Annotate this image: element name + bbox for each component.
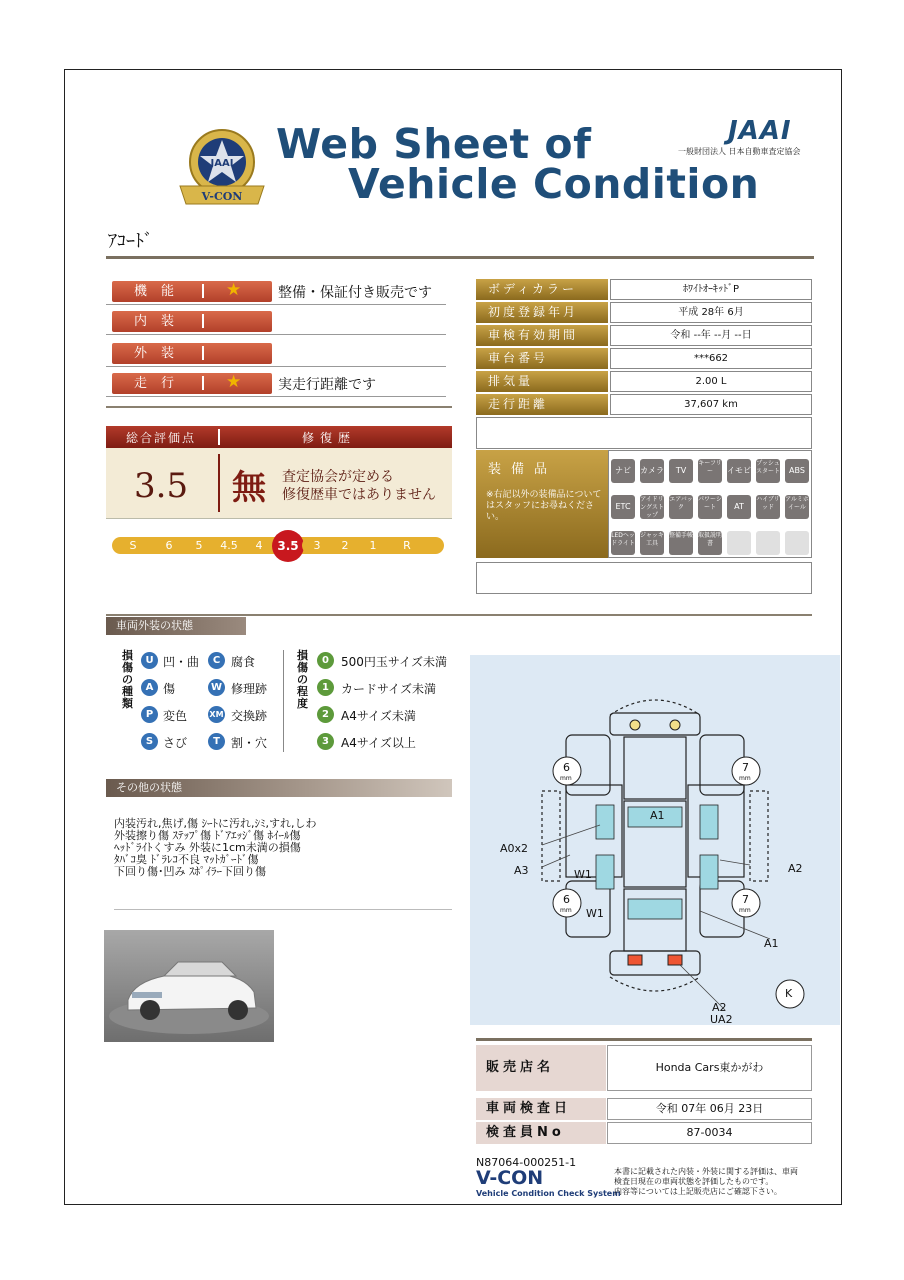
disclaimer-line: 検査日現在の車両状態を評価したものです。 — [614, 1177, 774, 1186]
info-label: 車台番号 — [476, 348, 608, 369]
badge-ribbon: V-CON — [201, 190, 243, 203]
damage-code-badge: U — [141, 652, 158, 669]
equip-item: 取扱説明書 — [698, 531, 722, 555]
other-section-header: その他の状態 — [106, 779, 452, 797]
condition-separator — [202, 314, 204, 328]
info-label: 排気量 — [476, 371, 608, 392]
equip-empty-slot — [785, 531, 809, 555]
info-row-color — [476, 279, 812, 300]
tire-tread-value: 6 — [563, 761, 570, 774]
tire-unit: mm — [560, 907, 572, 914]
condition-label: 機能 — [112, 281, 272, 302]
equipment-blank-box — [476, 562, 812, 594]
section-divider — [106, 614, 812, 616]
degree-label: A4サイズ以上 — [341, 736, 416, 750]
degree-code-badge: 0 — [317, 652, 334, 669]
damage-type-label: 凹・曲 — [163, 655, 200, 669]
diagram-label: UA2 — [710, 1013, 733, 1026]
equip-item: ABS — [785, 459, 809, 483]
condition-separator — [202, 376, 204, 390]
equip-item: カメラ — [640, 459, 664, 483]
degree-code-badge: 1 — [317, 679, 334, 696]
info-label: 車検有効期間 — [476, 325, 608, 346]
info-label: ボディカラー — [476, 279, 608, 300]
damage-code-badge: XM — [208, 706, 225, 723]
diagram-label: A1 — [650, 809, 665, 822]
legend-divider — [283, 650, 284, 752]
equip-item: プッシュスタート — [756, 459, 780, 483]
info-value: 平成 28年 6月 — [610, 302, 812, 323]
tire-unit: mm — [739, 907, 751, 914]
info-value: 令和 --年 --月 --日 — [610, 325, 812, 346]
vcon-badge-logo — [176, 124, 272, 208]
repair-text-1: 査定協会が定める — [282, 469, 394, 485]
badge-text: JAAI — [210, 158, 234, 169]
repair-label: 修復歴 — [302, 431, 357, 445]
condition-label: 内装 — [112, 311, 272, 332]
equip-item: パワーシート — [698, 495, 722, 519]
condition-label: 走行 — [112, 373, 272, 394]
condition-row-exterior — [106, 342, 446, 367]
shop-name-value: Honda Cars東かがわ — [607, 1045, 812, 1091]
car-outline-diagram — [470, 655, 840, 1025]
vehicle-name: ｱｺｰﾄﾞ — [108, 231, 153, 252]
sheet-code: N87064-000251-1 — [476, 1156, 577, 1169]
disclaimer-line: 内容等については上記販売店にご確認下さい。 — [614, 1187, 782, 1196]
damage-type-label: 交換跡 — [231, 709, 268, 723]
equip-item: TV — [669, 459, 693, 483]
inspection-date-label: 車両検査日 — [476, 1098, 606, 1120]
damage-degree-heading: 損傷の程度 — [297, 649, 308, 710]
damage-type-heading: 損傷の種類 — [122, 649, 133, 710]
damage-code-badge: T — [208, 733, 225, 750]
info-row-first-registration — [476, 302, 812, 323]
damage-type-label: 修理跡 — [231, 682, 268, 696]
equip-item: イモビ — [727, 459, 751, 483]
info-value: 37,607 km — [610, 394, 812, 415]
equip-item: キーフリー — [698, 459, 722, 483]
equip-item: ジャッキ工具 — [640, 531, 664, 555]
damage-type-label: さび — [163, 736, 188, 750]
damage-type-label: 割・穴 — [231, 736, 268, 750]
info-label: 走行距離 — [476, 394, 608, 415]
condition-separator — [202, 284, 204, 298]
remark-line: 外装擦り傷 ｽﾃｯﾌﾟ傷 ﾄﾞｱｴｯｼﾞ傷 ﾎｲｰﾙ傷 — [114, 829, 301, 842]
degree-label: 500円玉サイズ未満 — [341, 655, 447, 669]
equip-empty-slot — [756, 531, 780, 555]
degree-code-badge: 3 — [317, 733, 334, 750]
degree-label: A4サイズ未満 — [341, 709, 416, 723]
score-value: 3.5 — [134, 466, 189, 506]
equipment-heading: 装備品 — [488, 462, 558, 477]
grade-pill: S — [118, 537, 148, 554]
inspector-value: 87-0034 — [607, 1122, 812, 1144]
condition-text: 整備・保証付き販売です — [278, 285, 432, 301]
title-line-2: Vehicle Condition — [348, 160, 760, 208]
tire-tread-value: 7 — [742, 893, 749, 906]
equipment-grid — [608, 450, 812, 558]
remark-line: ﾀﾊﾞｺ臭 ﾄﾞﾗﾚｺ不良 ﾏｯﾄｶﾞｰﾄﾞ傷 — [114, 853, 259, 866]
inspection-date-value: 令和 07年 06月 23日 — [607, 1098, 812, 1120]
degree-code-badge: 2 — [317, 706, 334, 723]
title-line-1: Web Sheet of — [276, 120, 592, 168]
score-label: 総合評価点 — [126, 431, 197, 445]
grade-pill: R — [392, 537, 422, 554]
vehicle-photo — [104, 930, 274, 1042]
remark-divider — [114, 909, 452, 910]
diagram-label: W1 — [574, 868, 592, 881]
damage-code-badge: P — [141, 706, 158, 723]
info-row-mileage — [476, 394, 812, 415]
remark-line: ﾍｯﾄﾞﾗｲﾄくすみ 外装に1cm未満の損傷 — [114, 841, 301, 854]
damage-type-label: 腐食 — [231, 655, 256, 669]
remark-line: 内装汚れ,焦げ,傷 ｼｰﾄに汚れ,ｼﾐ,すれ,しわ — [114, 817, 317, 830]
condition-row-mileage — [106, 372, 446, 397]
score-body-separator — [218, 454, 220, 512]
score-body — [106, 448, 452, 519]
info-label: 初度登録年月 — [476, 302, 608, 323]
damage-code-badge: W — [208, 679, 225, 696]
org-name: 一般財団法人 日本自動車査定協会 — [678, 147, 801, 156]
grade-pill: 1 — [358, 537, 388, 554]
condition-divider — [106, 406, 452, 408]
header-divider — [106, 256, 814, 259]
equip-item: ETC — [611, 495, 635, 519]
grade-pill: 2 — [330, 537, 360, 554]
inspector-label: 検査員No — [476, 1122, 606, 1144]
exterior-section-header: 車両外装の状態 — [106, 617, 246, 635]
equip-item: ハイブリッド — [756, 495, 780, 519]
diagram-label: A1 — [764, 937, 779, 950]
equipment-label-panel — [476, 450, 608, 558]
equip-item: AT — [727, 495, 751, 519]
condition-row-interior — [106, 310, 446, 335]
tire-tread-value: 6 — [563, 893, 570, 906]
info-blank-box — [476, 417, 812, 449]
info-value: ﾎﾜｲﾄｵｰｷｯﾄﾞP — [610, 279, 812, 300]
damage-code-badge: S — [141, 733, 158, 750]
info-row-chassis — [476, 348, 812, 369]
shop-name-label: 販売店名 — [476, 1045, 606, 1091]
info-row-displacement — [476, 371, 812, 392]
grade-pill: 4.5 — [214, 537, 244, 554]
damage-type-label: 傷 — [163, 682, 176, 696]
condition-text: 実走行距離です — [278, 377, 376, 393]
tire-unit: mm — [739, 775, 751, 782]
condition-row-function — [106, 280, 446, 305]
diagram-label: A0x2 — [500, 842, 529, 855]
diagram-label: A3 — [514, 864, 529, 877]
degree-label: カードサイズ未満 — [341, 682, 437, 696]
tire-tread-value: 7 — [742, 761, 749, 774]
shop-divider — [476, 1038, 812, 1041]
equip-item: 整備手帳 — [669, 531, 693, 555]
vcon-brand-sub: Vehicle Condition Check System — [476, 1189, 621, 1198]
tire-unit: mm — [560, 775, 572, 782]
k-mark: K — [785, 987, 793, 1000]
diagram-label: W1 — [586, 907, 604, 920]
remark-line: 下回り傷･凹み ｽﾎﾟｲﾗｰ下回り傷 — [114, 865, 266, 878]
equip-item: アルミホイール — [785, 495, 809, 519]
grade-pill: 4 — [244, 537, 274, 554]
info-value: 2.00 L — [610, 371, 812, 392]
condition-label: 外装 — [112, 343, 272, 364]
info-row-inspection-valid — [476, 325, 812, 346]
equip-item: アイドリングストップ — [640, 496, 664, 519]
repair-mark: 無 — [232, 468, 266, 508]
repair-text-2: 修復歴車ではありません — [282, 487, 436, 503]
damage-code-badge: A — [141, 679, 158, 696]
equip-item: ナビ — [611, 459, 635, 483]
grade-pill: 6 — [154, 537, 184, 554]
grade-pill: 3 — [302, 537, 332, 554]
diagram-label: A2 — [788, 862, 803, 875]
score-header — [106, 426, 452, 448]
disclaimer-line: 本書に記載された内装・外装に関する評価は、車両 — [614, 1167, 798, 1176]
condition-separator — [202, 346, 204, 360]
jaai-logo: JAAI — [728, 116, 792, 146]
star-icon: ★ — [226, 372, 242, 392]
damage-code-badge: C — [208, 652, 225, 669]
damage-diagram — [470, 655, 840, 1025]
vcon-brand: V-CON — [476, 1167, 544, 1189]
damage-type-label: 変色 — [163, 709, 188, 723]
equip-empty-slot — [727, 531, 751, 555]
equip-item: LEDヘッドライト — [611, 531, 635, 555]
grade-pill: 5 — [184, 537, 214, 554]
equip-item: エアバック — [669, 495, 693, 519]
grade-selected: 3.5 — [272, 530, 304, 562]
score-header-separator — [218, 429, 220, 445]
diagram-label: A2 — [712, 1001, 727, 1014]
star-icon: ★ — [226, 280, 242, 300]
equipment-note: ※右記以外の装備品についてはスタッフにお尋ねください。 — [486, 490, 602, 522]
info-value: ***662 — [610, 348, 812, 369]
